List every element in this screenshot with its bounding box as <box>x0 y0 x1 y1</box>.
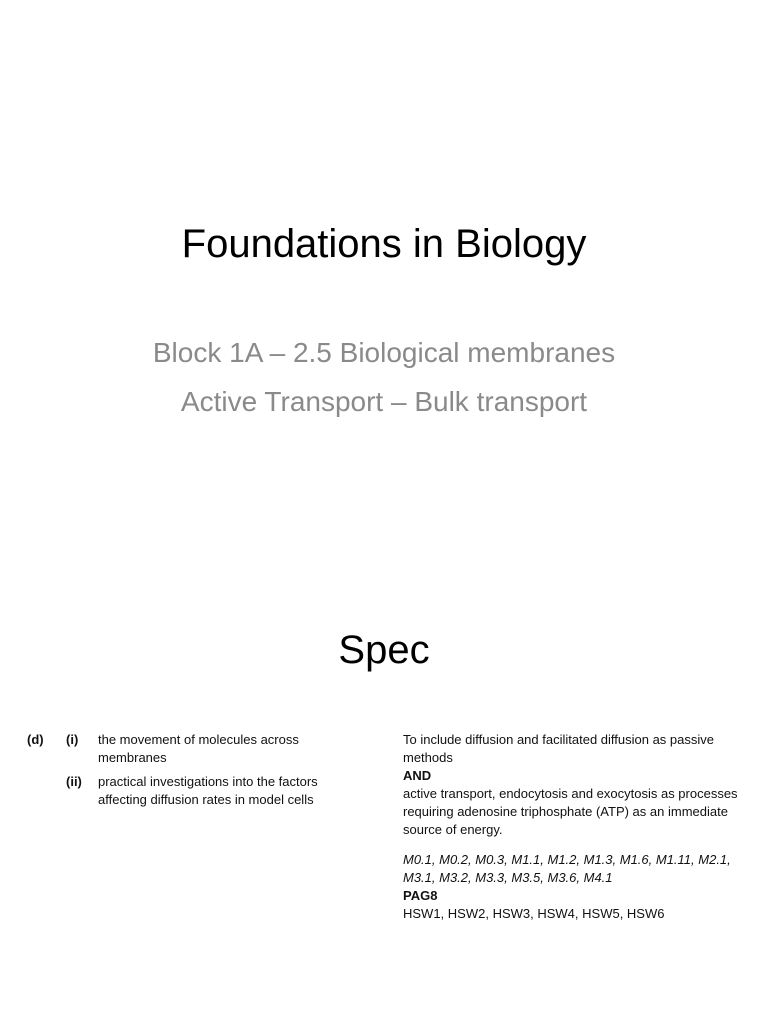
slide-subtitle-line-1: Block 1A – 2.5 Biological membranes <box>152 337 616 368</box>
guidance-maths-skills: M0.1, M0.2, M0.3, M1.1, M1.2, M1.3, M1.6, M1.11, M2.1, M3.1, M3.2, M3.3, M3.5, M3.6, M4.1 <box>403 852 731 885</box>
spec-slide <box>0 576 768 1024</box>
guidance-pag: PAG8 <box>403 888 438 903</box>
slide-title: Foundations in Biology <box>181 222 587 266</box>
spec-item-text: practical investigations into the factors affecting diffusion rates in model cells <box>98 774 318 807</box>
spec-table <box>0 731 768 991</box>
guidance-and: AND <box>403 768 432 783</box>
guidance-active: active transport, endocytosis and exocytosis as processes requiring adenosine triphosphate (ATP) as an immediate source of energy. <box>403 786 738 837</box>
guidance-passive: To include diffusion and facilitated diffusion as passive methods <box>403 732 714 765</box>
spec-item-letter: (d) <box>27 732 44 747</box>
spec-title: Spec <box>338 628 430 672</box>
spec-item-text: the movement of molecules across membranes <box>98 732 299 765</box>
slide-subtitle-line-2: Active Transport – Bulk transport <box>180 386 588 417</box>
guidance-hsw: HSW1, HSW2, HSW3, HSW4, HSW5, HSW6 <box>403 906 665 921</box>
spec-item-number: (i) <box>66 732 79 747</box>
spec-item-number: (ii) <box>66 774 82 789</box>
spec-guidance <box>403 731 743 923</box>
